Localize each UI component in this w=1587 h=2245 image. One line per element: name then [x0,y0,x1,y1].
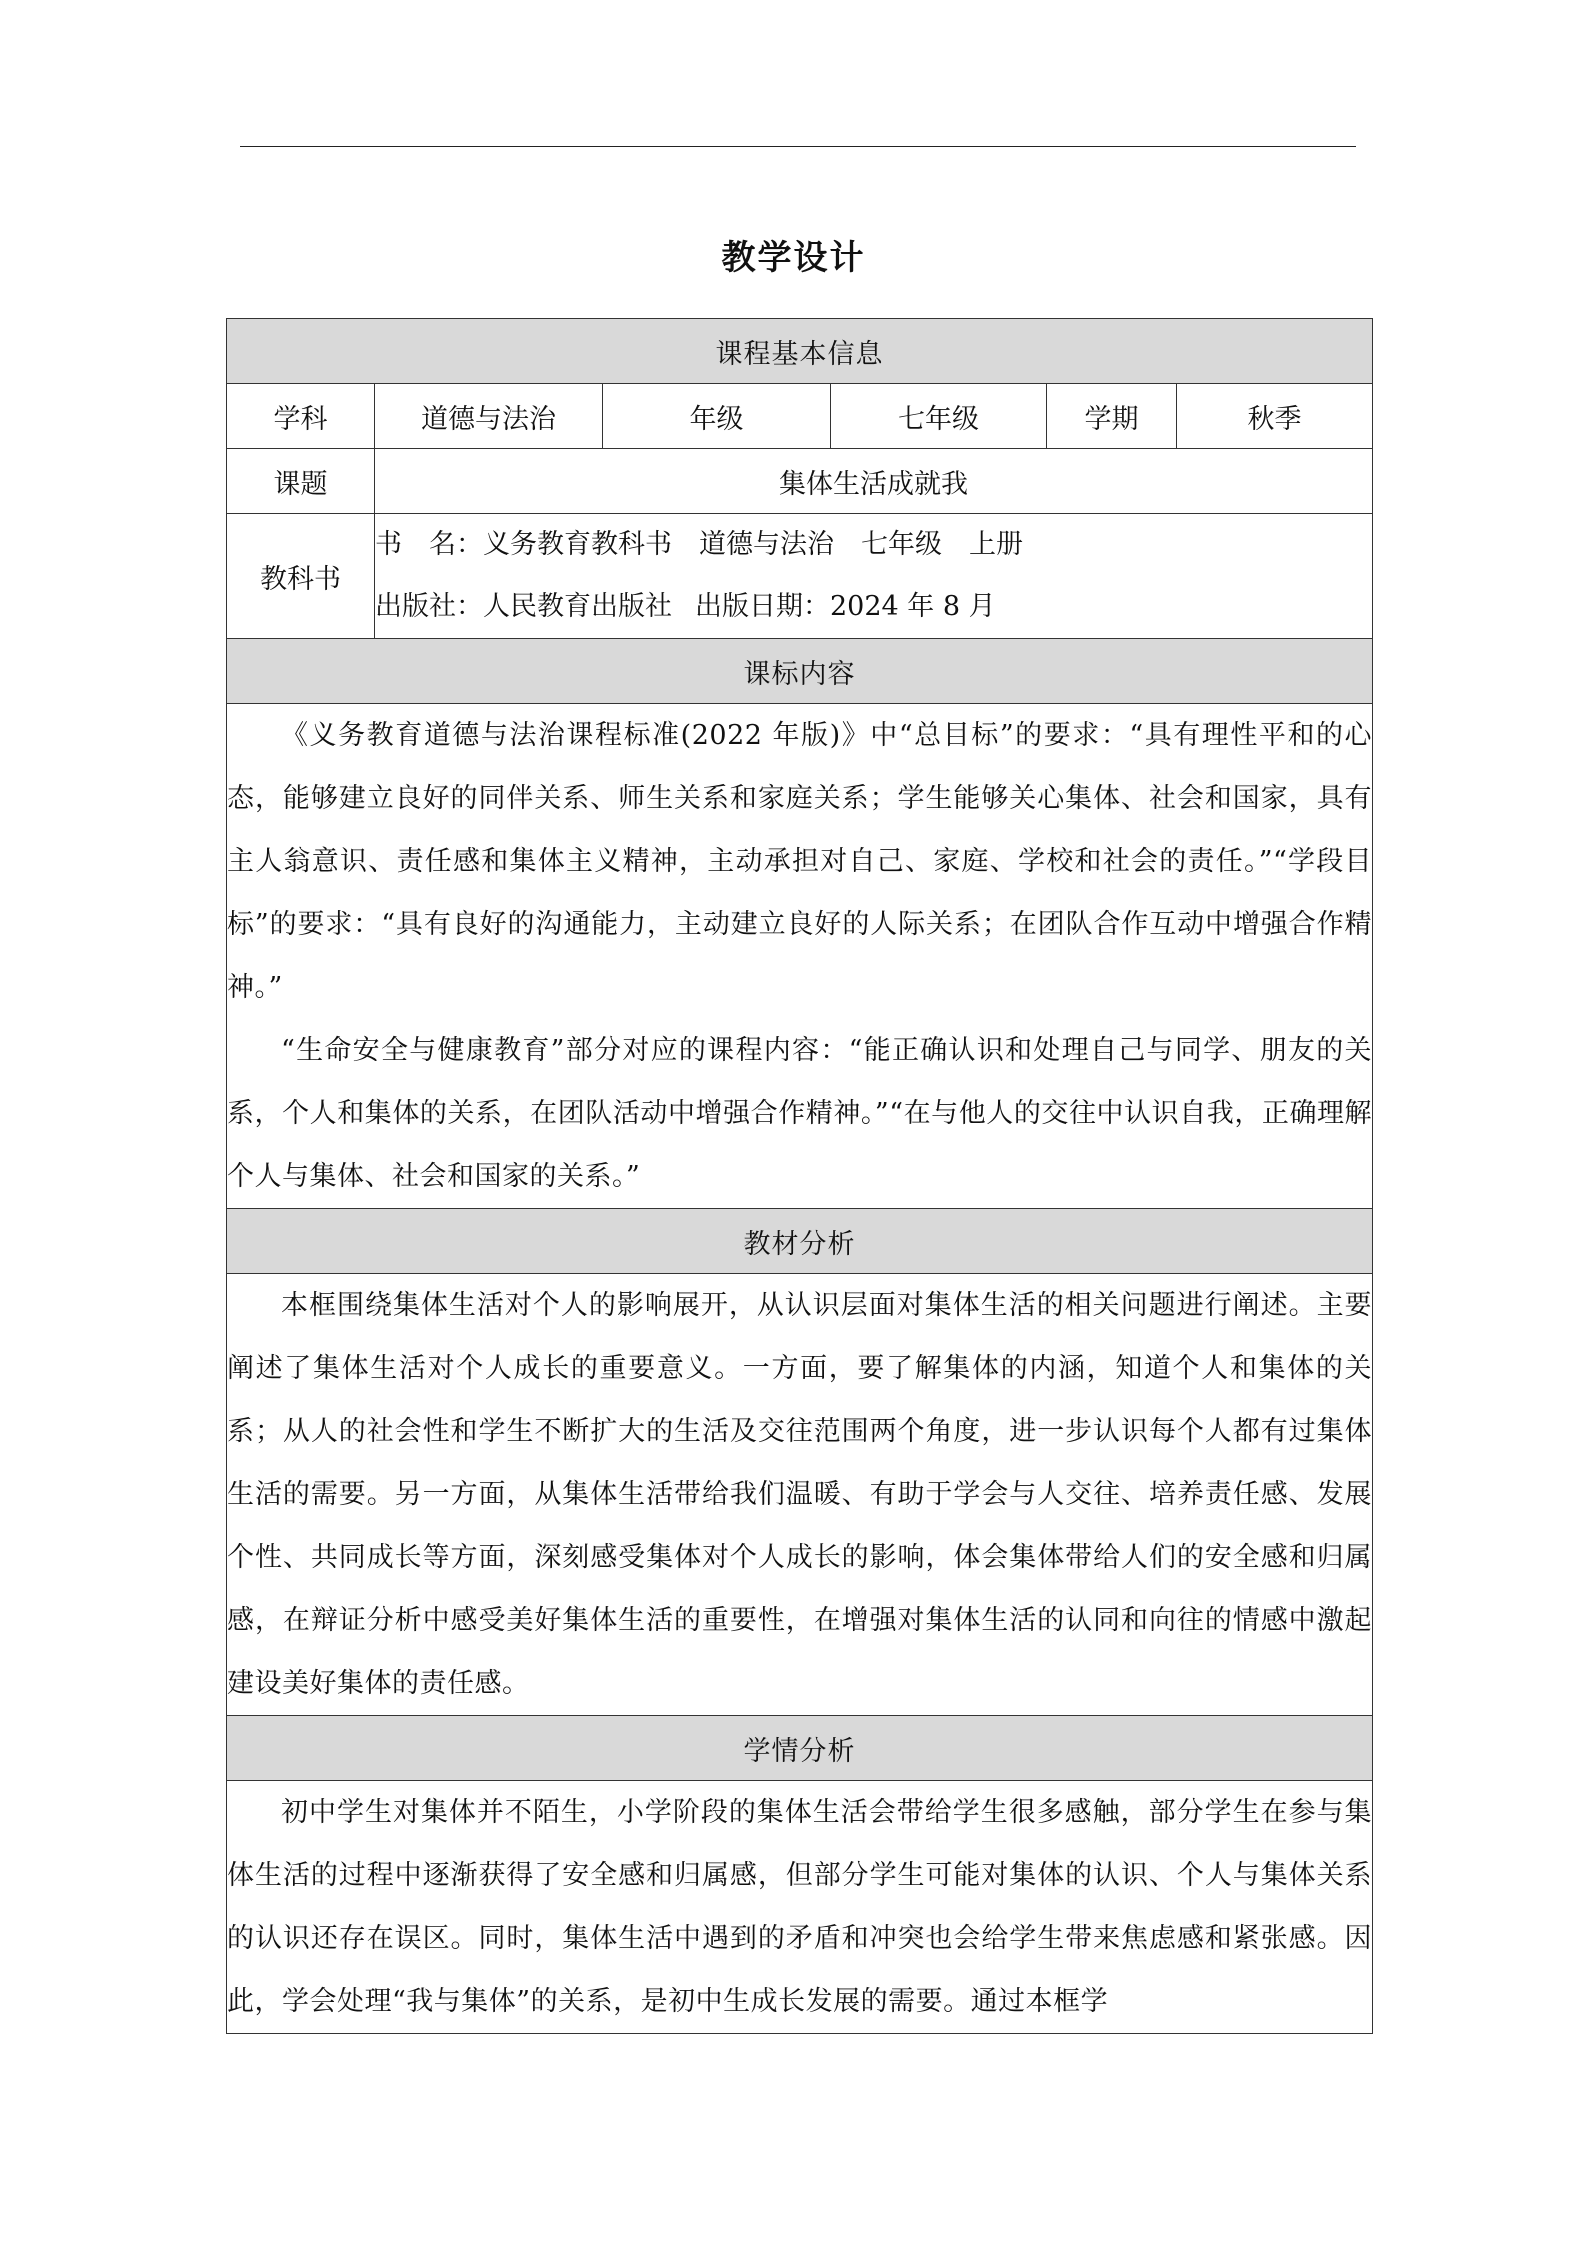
publisher-value: 人民教育出版社 [483,591,672,622]
subject-label: 学科 [227,384,375,449]
textbook-analysis-header: 教材分析 [227,1209,1373,1274]
topic-value: 集体生活成就我 [375,449,1373,514]
grade-value: 七年级 [831,384,1047,449]
student-analysis-header: 学情分析 [227,1716,1373,1781]
student-analysis-paragraph: 初中学生对集体并不陌生，小学阶段的集体生活会带给学生很多感触，部分学生在参与集体生活的过程中逐渐获得了安全感和归属感，但部分学生可能对集体的认识、个人与集体关系的认识还存在误区。同时，集体生活中遇到的矛盾和冲突也会给学生带来焦虑感和紧张感。因此，学会处理“我与集体”的关系，是初中生成长发展的需要。通过本框学 [227,1797,1373,2017]
textbook-info [375,514,1373,639]
textbook-label: 教科书 [227,514,375,639]
grade-label: 年级 [603,384,831,449]
book-name-value: 义务教育教科书 道德与法治 七年级 上册 [483,529,1023,560]
pub-date-value: 2024 年 8 月 [830,591,996,622]
book-name-label: 书 名： [375,529,483,560]
subject-value: 道德与法治 [375,384,603,449]
textbook-analysis-content [227,1274,1373,1716]
publisher-label: 出版社： [375,591,483,622]
lesson-design-table [226,318,1373,2034]
standards-header: 课标内容 [227,639,1373,704]
term-value: 秋季 [1177,384,1373,449]
basic-info-header: 课程基本信息 [227,319,1373,384]
publisher-line [375,576,1372,638]
student-analysis-content [227,1781,1373,2034]
textbook-analysis-paragraph: 本框围绕集体生活对个人的影响展开，从认识层面对集体生活的相关问题进行阐述。主要阐述了集体生活对个人成长的重要意义。一方面，要了解集体的内涵，知道个人和集体的关系；从人的社会性和学生不断扩大的生活及交往范围两个角度，进一步认识每个人都有过集体生活的需要。另一方面，从集体生活带给我们温暖、有助于学会与人交往、培养责任感、发展个性、共同成长等方面，深刻感受集体对个人成长的影响，体会集体带给人们的安全感和归属感，在辩证分析中感受美好集体生活的重要性，在增强对集体生活的认同和向往的情感中激起建设美好集体的责任感。 [227,1290,1373,1699]
header-rule [240,146,1356,147]
standards-paragraph-1: 《义务教育道德与法治课程标准(2022 年版)》中“总目标”的要求：“具有理性平和的心态，能够建立良好的同伴关系、师生关系和家庭关系；学生能够关心集体、社会和国家，具有主人翁意识、责任感和集体主义精神，主动承担对自己、家庭、学校和社会的责任。”“学段目标”的要求：“具有良好的沟通能力，主动建立良好的人际关系；在团队合作互动中增强合作精神。” [227,720,1373,1003]
book-name-line [375,514,1372,576]
document-title: 教学设计 [721,238,866,278]
standards-paragraph-2: “生命安全与健康教育”部分对应的课程内容：“能正确认识和处理自己与同学、朋友的关系，个人和集体的关系，在团队活动中增强合作精神。”“在与他人的交往中认识自我，正确理解个人与集体、社会和国家的关系。” [227,1035,1373,1192]
term-label: 学期 [1047,384,1177,449]
pub-date-label: 出版日期： [695,591,830,622]
topic-label: 课题 [227,449,375,514]
standards-content [227,704,1373,1209]
